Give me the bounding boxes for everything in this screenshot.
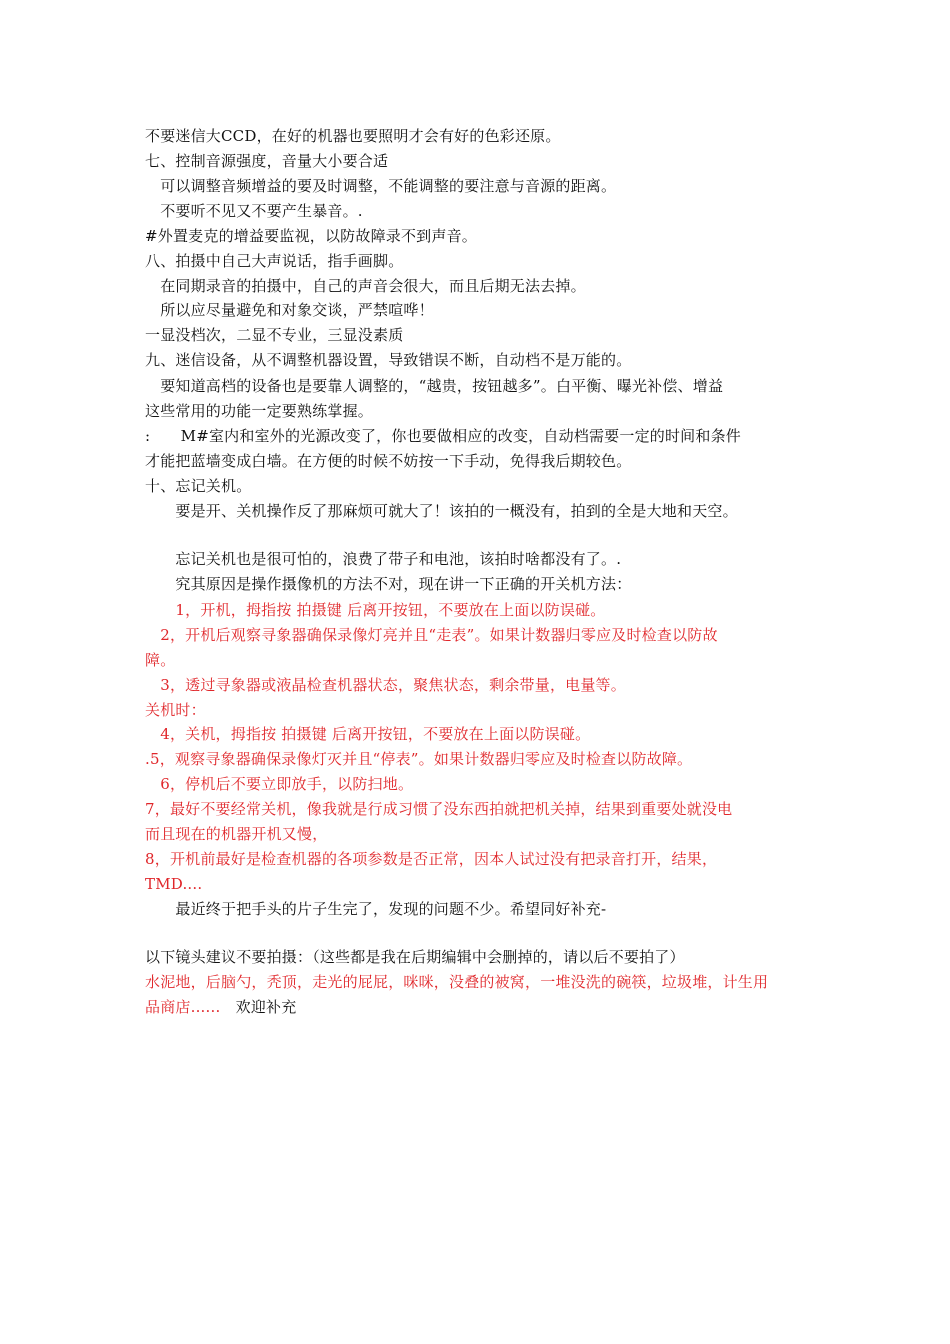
text-line: 一显没档次，二显不专业，三显没素质	[145, 326, 404, 344]
text-line: 3，透过寻象器或液晶检查机器状态，聚焦状态，剩余带量，电量等。	[145, 676, 626, 694]
text-line: 才能把蓝墙变成白墙。在方便的时候不妨按一下手动，免得我后期较色。	[145, 452, 632, 470]
text-line: 八、拍摄中自己大声说话，指手画脚。	[145, 252, 404, 270]
text-line: .5，观察寻象器确保录像灯灭并且“停表”。如果计数器归零应及时检查以防故障。	[145, 750, 693, 768]
text-line: 九、迷信设备，从不调整机器设置，导致错误不断，自动档不是万能的。	[145, 351, 632, 369]
text-line	[145, 997, 813, 1017]
text-line: 所以应尽量避免和对象交谈，严禁喧哗！	[145, 301, 434, 319]
text-line: 究其原因是操作摄像机的方法不对，现在讲一下正确的开关机方法：	[145, 575, 632, 593]
text-line: 十、忘记关机。	[145, 477, 252, 495]
text-line: 可以调整音频增益的要及时调整，不能调整的要注意与音源的距离。	[145, 177, 617, 195]
highlighted-text: 品商店......	[145, 998, 221, 1016]
text-line: TMD....	[145, 875, 203, 893]
text-line: 2，开机后观察寻象器确保录像灯亮并且“走表”。如果计数器归零应及时检查以防故	[145, 626, 718, 644]
text-line: 障。	[145, 651, 176, 669]
text-line: : M#室内和室外的光源改变了，你也要做相应的改变，自动档需要一定的时间和条件	[145, 427, 741, 445]
text-line: 而且现在的机器开机又慢，	[145, 825, 328, 843]
text-line: 在同期录音的拍摄中，自己的声音会很大，而且后期无法去掉。	[145, 277, 586, 295]
text-line: 这些常用的功能一定要熟练掌握。	[145, 402, 374, 420]
plain-text: 欢迎补充	[220, 998, 297, 1016]
text-line: 关机时：	[145, 701, 206, 719]
text-line: 1，开机，拇指按 拍摄键 后离开按钮，不要放在上面以防误碰。	[145, 601, 606, 619]
text-line: 以下镜头建议不要拍摄：（这些都是我在后期编辑中会删掉的，请以后不要拍了）	[145, 948, 685, 966]
text-line: 要是开、关机操作反了那麻烦可就大了！该拍的一概没有，拍到的全是大地和天空。	[145, 502, 738, 520]
text-line: 4，关机，拇指按 拍摄键 后离开按钮，不要放在上面以防误碰。	[145, 725, 591, 743]
text-line: 不要迷信大CCD，在好的机器也要照明才会有好的色彩还原。	[145, 127, 561, 145]
text-line: 水泥地，后脑勺，秃顶，走光的屁屁，咪咪，没叠的被窝，一堆没洗的碗筷，垃圾堆，计生用	[145, 973, 769, 991]
text-line: 最近终于把手头的片子生完了，发现的问题不少。希望同好补充-	[145, 900, 607, 918]
text-line: 7，最好不要经常关机，像我就是行成习惯了没东西拍就把机关掉，结果到重要处就没电	[145, 800, 733, 818]
text-line: 不要听不见又不要产生暴音。.	[145, 202, 363, 220]
text-line: #外置麦克的增益要监视，以防故障录不到声音。	[145, 227, 477, 245]
text-line: 要知道高档的设备也是要靠人调整的，“越贵，按钮越多”。白平衡、曝光补偿、增益	[145, 377, 724, 395]
text-line: 忘记关机也是很可怕的，浪费了带子和电池，该拍时啥都没有了。.	[145, 550, 622, 568]
text-line: 6，停机后不要立即放手，以防扫地。	[145, 775, 414, 793]
text-line: 8，开机前最好是检查机器的各项参数是否正常，因本人试过没有把录音打开，结果，	[145, 850, 718, 868]
text-line: 七、控制音源强度，音量大小要合适	[145, 152, 389, 170]
